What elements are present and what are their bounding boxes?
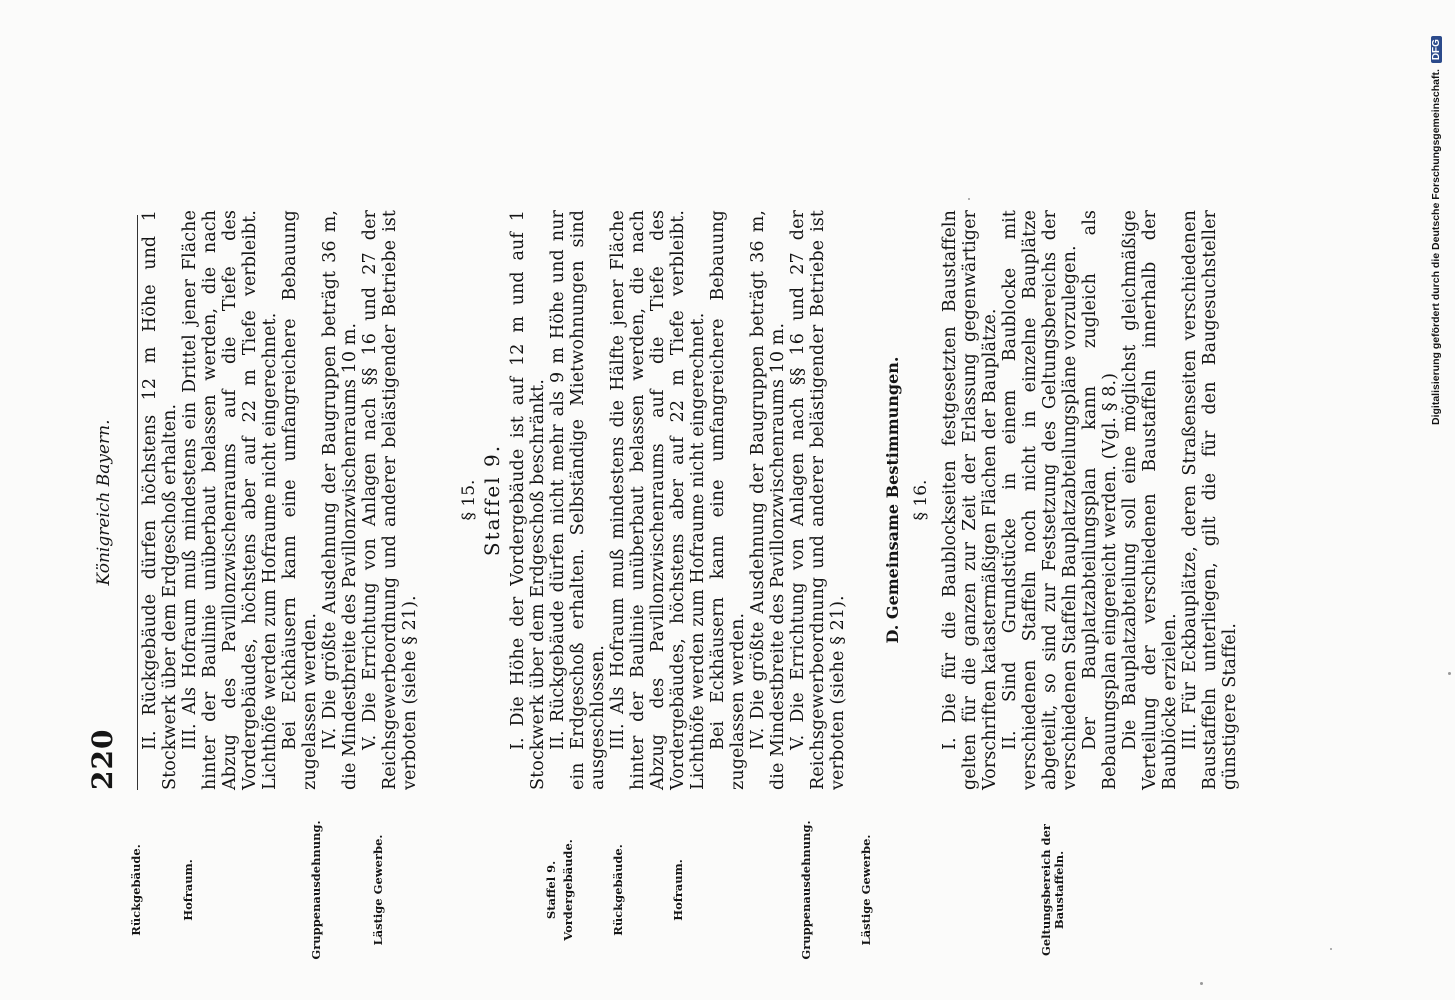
paragraph: II. Rückgebäude dürfen höchstens 12 m Höhe und 1 Stockwerk über dem Erdgeschoß erhalten.: [140, 210, 180, 790]
paragraph: I. Die Höhe der Vordergebäude ist auf 12 m und auf 1 Stockwerk über dem Erdgeschoß beschränkt.: [508, 210, 548, 790]
paragraph: III. Für Eckbauplätze, deren Straßenseiten verschiedenen Baustaffeln unterliegen, gilt die für den Baugesuchsteller günstigere Staffel.: [1180, 210, 1240, 790]
credit-text: Digitalisierung gefördert durch die Deutsche Forschungsgemeinschaft.: [1430, 69, 1442, 425]
paragraph: V. Die Errichtung von Anlagen nach §§ 16 und 27 der Reichsgewerbeordnung und anderer belästigender Betriebe ist verboten (siehe § 21).: [360, 210, 420, 790]
paragraph: Die Bauplatzabteilung soll eine möglichst gleichmäßige Verteilung der verschiedenen Baustaffeln innerhalb der Baublöcke erzielen.: [1120, 210, 1180, 790]
margin-note-vordergebaeude: Vordergebäude.: [561, 839, 575, 941]
margin-note-geltungsbereich: Geltungsbereich der Baustaffeln.: [1039, 824, 1066, 956]
page-number: 220: [86, 728, 119, 790]
dfg-logo: DFG: [1431, 36, 1442, 63]
section-heading: § 16.: [911, 479, 931, 521]
margin-note-laestige-gewerbe: Lästige Gewerbe.: [371, 834, 385, 946]
paragraph: I. Die für die Baublockseiten festgesetzten Baustaffeln gelten für die ganzen zur Zeit der Erlassung gegenwärtiger Vorschriften katastermäßigen Flächen der Bauplätze.: [940, 210, 1000, 790]
margin-note-rueckgebaeude: Rückgebäude.: [129, 844, 143, 936]
paragraph: III. Als Hofraum muß mindestens die Hälfte jener Fläche hinter der Baulinie unüberbaut belassen werden, die nach Abzug des Pavillonzwischenraums auf die Tiefe des Vordergebäudes, höchstens aber auf 22 m Tiefe verbleibt. Lichthöfe werden zum Hofraume nicht eingerechnet.: [608, 210, 708, 790]
body-text: [140, 210, 1240, 790]
scan-speck: [1200, 982, 1203, 985]
margin-note-gruppenausdehnung: Gruppenausdehnung.: [799, 820, 813, 960]
paragraph: III. Als Hofraum muß mindestens ein Drittel jener Fläche hinter der Baulinie unüberbaut belassen werden, die nach Abzug des Pavillonzwischenraums auf die Tiefe des Vordergebäudes, höchstens aber auf 22 m Tiefe verbleibt. Lichthöfe werden zum Hofraume nicht eingerechnet.: [180, 210, 280, 790]
margin-note-staffel9: Staffel 9.: [544, 860, 558, 920]
paragraph: V. Die Errichtung von Anlagen nach §§ 16 und 27 der Reichsgewerbeordnung und anderer belästigender Betriebe ist verboten (siehe § 21).: [788, 210, 848, 790]
header-rule: [137, 215, 138, 790]
scan-speck: [968, 198, 970, 200]
paragraph: IV. Die größte Ausdehnung der Baugruppen beträgt 36 m, die Mindestbreite des Pavillonzwischenraums 10 m.: [320, 210, 360, 790]
margin-note-rueckgebaeude: Rückgebäude.: [611, 844, 625, 936]
digitization-credit: [1430, 5, 1442, 425]
paragraph: Bei Eckhäusern kann eine umfangreichere Bebauung zugelassen werden.: [280, 210, 320, 790]
paragraph: Der Bauplatzabteilungsplan kann zugleich als Bebauungsplan eingereicht werden. (Vgl. § 8.): [1080, 210, 1120, 790]
paragraph: II. Rückgebäude dürfen nicht mehr als 9 m Höhe und nur ein Erdgeschoß erhalten. Selbständige Mietwohnungen sind ausgeschlossen.: [548, 210, 608, 790]
section-heading: § 15.: [459, 479, 479, 521]
margin-note-gruppenausdehnung: Gruppenausdehnung.: [309, 820, 323, 960]
running-title: Königreich Bayern.: [94, 419, 114, 586]
section-subheading: Staffel 9.: [480, 443, 504, 557]
paragraph: IV. Die größte Ausdehnung der Baugruppen beträgt 36 m, die Mindestbreite des Pavillonzwischenraums 10 m.: [748, 210, 788, 790]
scan-speck: [1330, 948, 1332, 950]
margin-note-laestige-gewerbe: Lästige Gewerbe.: [859, 834, 873, 946]
margin-note-hofraum: Hofraum.: [671, 859, 685, 921]
page-header: [86, 215, 146, 790]
part-heading: D. Gemeinsame Bestimmungen.: [883, 356, 902, 644]
scan-speck: [1448, 672, 1451, 675]
paragraph: II. Sind Grundstücke in einem Baublocke mit verschiedenen Staffeln noch nicht in einzelne Bauplätze abgeteilt, so sind zur Festsetzung des Geltungsbereichs der verschiedenen Staffeln Bauplatzabteilungspläne vorzulegen.: [1000, 210, 1080, 790]
margin-note-hofraum: Hofraum.: [181, 859, 195, 921]
paragraph: Bei Eckhäusern kann eine umfangreichere Bebauung zugelassen werden.: [708, 210, 748, 790]
